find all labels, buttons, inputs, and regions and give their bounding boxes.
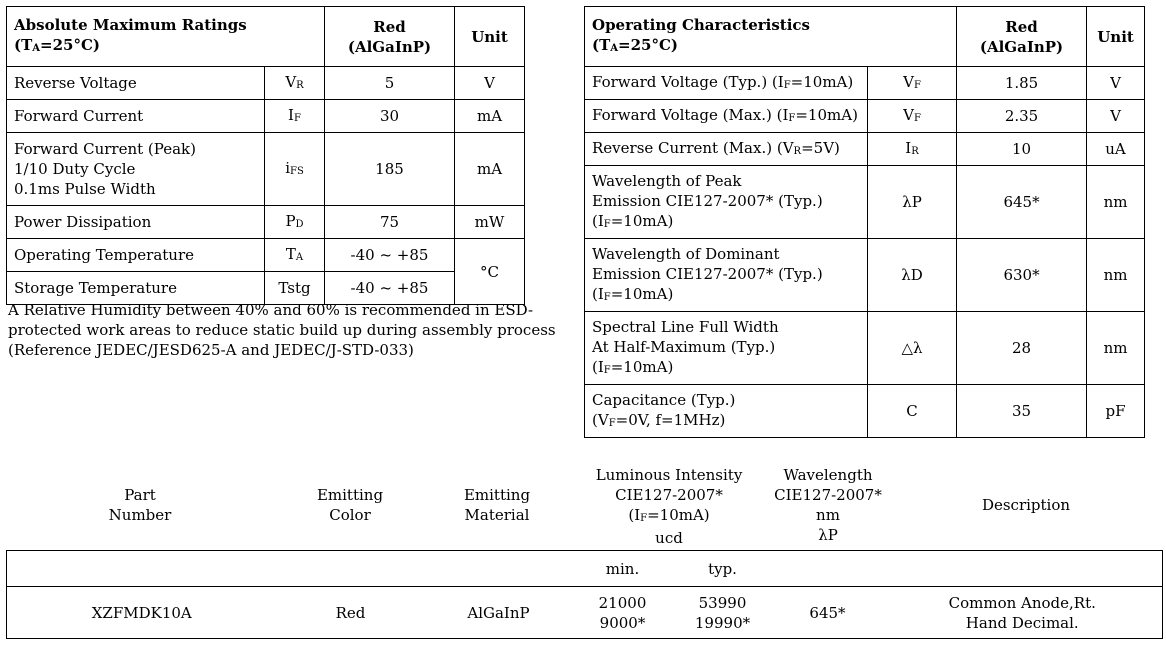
table-row: Forward Current (Peak) 1/10 Duty Cycle 0.1ms Pulse Width $i_{FS}$ 185 mA: [7, 133, 525, 206]
part-number-table: [6, 550, 1163, 639]
table-row: Power Dissipation $P_D$ 75 mW: [7, 206, 525, 239]
table-row: min. typ.: [7, 551, 1163, 587]
table-row: Forward Voltage (Max.) $(I_F=10mA)$ $V_F$ 2.35 V: [585, 100, 1145, 133]
abs-unit-header: Unit: [455, 7, 525, 67]
table-row: Wavelength of Peak Emission CIE127-2007* (Typ.) $(I_F=10mA)$ λP 645* nm: [585, 166, 1145, 239]
table-row: Operating Temperature $T_A$ -40 ~ +85 °C: [7, 239, 525, 272]
absolute-max-ratings-table: [6, 6, 525, 305]
op-red-header: Red (AlGaInP): [957, 7, 1087, 67]
op-unit-header: Unit: [1087, 7, 1145, 67]
op-title-cell: [585, 7, 957, 67]
table-row: Reverse Current (Max.) $(V_R=5V)$ $I_R$ 10 uA: [585, 133, 1145, 166]
abs-condition: $(T_A=25^\circ C)$: [14, 36, 101, 54]
table-row: Forward Voltage (Typ.) $(I_F=10mA)$ $V_F$ 1.85 V: [585, 67, 1145, 100]
humidity-note: A Relative Humidity between 40% and 60% is recommended in ESD-protected work areas to reduce static build up during assembly process (Reference JEDEC/JESD625-A and JEDEC/J-STD-033): [8, 301, 556, 359]
table-row: Storage Temperature Tstg -40 ~ +85: [7, 272, 525, 305]
op-condition: $(T_A=25^\circ C)$: [592, 36, 679, 54]
table-row: Reverse Voltage $V_R$ 5 V: [7, 67, 525, 100]
abs-title: Absolute Maximum Ratings: [14, 16, 247, 34]
abs-red-header: Red (AlGaInP): [325, 7, 455, 67]
table-row: Wavelength of Dominant Emission CIE127-2007* (Typ.) $(I_F=10mA)$ λD 630* nm: [585, 239, 1145, 312]
table-row: Spectral Line Full Width At Half-Maximum (Typ.) $(I_F=10mA)$ △λ 28 nm: [585, 312, 1145, 385]
operating-characteristics-table: [584, 6, 1145, 438]
table-row: XZFMDK10A Red AlGaInP 21000 9000* 53990 19990* 645* Common Anode,Rt. Hand Decimal.: [7, 587, 1163, 639]
table-row: Capacitance (Typ.) ($V_F=0V$, f=1MHz) C 35 pF: [585, 385, 1145, 438]
op-title: Operating Characteristics: [592, 16, 811, 34]
abs-title-cell: [7, 7, 325, 67]
table-row: Forward Current $I_F$ 30 mA: [7, 100, 525, 133]
